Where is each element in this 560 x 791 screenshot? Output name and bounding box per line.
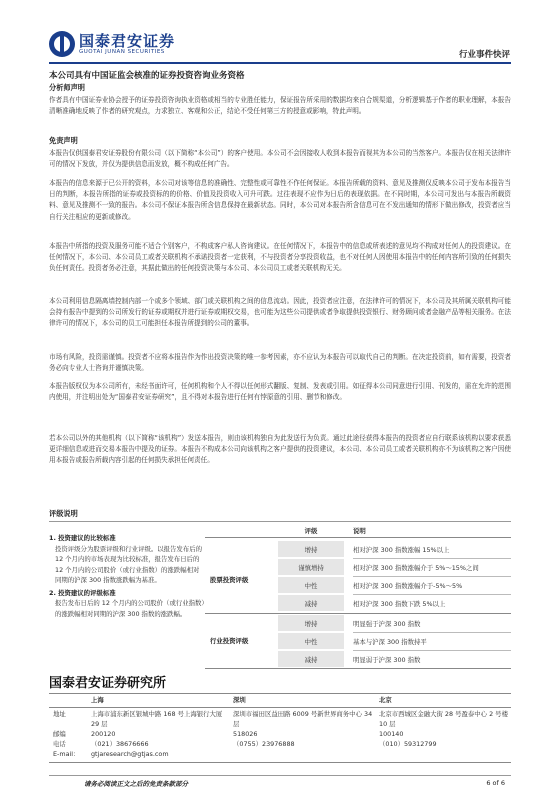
report-type: 行业事件快评 bbox=[458, 50, 510, 60]
category-heading: 2. 投资建议的评级标准 bbox=[49, 588, 116, 597]
city-shanghai: 上海 bbox=[91, 696, 104, 704]
industry-rating-desc: 明显强于沪深 300 指数 bbox=[353, 620, 421, 628]
phone-label: 电话 bbox=[53, 740, 66, 748]
footer-divider bbox=[49, 775, 511, 776]
disclaimer-paragraph: 本报告的信息来源于已公开的资料，本公司对该等信息的准确性、完整性或可靠性不作任何保证。本报告所载的资料、意见及推测仅反映本公司于发布本报告当日的判断，本报告所指的证券或投资标的的价格、价值及投资收入可升可跌。过往表现不应作为日后的表现依据。在不同时期，本公司可发出与本报告所载资料、意见及推测不一致的报告。本公司不保证本报告所含信息保持在最新状态。同时，本公司对本报告所含信息可在不发出通知的情形下做出修改，投资者应当自行关注相应的更新或修改。 bbox=[49, 179, 511, 221]
page-number: 6 of 6 bbox=[486, 779, 505, 787]
shanghai-address: 上海市浦东新区银城中路 168 号上海银行大厦 29 层 bbox=[91, 710, 223, 728]
disclaimer-paragraph: 市场有风险，投资需谨慎。投资者不应将本报告作为作出投资决策的唯一参考因素，亦不应认为本报告可以取代自己的判断。在决定投资前，如有需要，投资者务必向专业人士咨询并谨慎决策。 bbox=[49, 353, 511, 373]
category-text: 报告发布日后的 12 个月内的公司股价（或行业指数）的涨跌幅相对同期的沪深 300 指数的涨跌幅。 bbox=[55, 599, 205, 618]
disclaimer-paragraph: 本报告中所指的投资及服务可能不适合个别客户，不构成客户私人咨询建议。在任何情况下，本报告中的信息或所表述的意见均不构成对任何人的投资建议。在任何情况下，本公司、本公司员工或者关联机构不承诺投资者一定获利，不与投资者分享投资收益，也不对任何人因使用本报告中的任何内容所引致的任何损失负任何责任。投资者务必注意，其据此做出的任何投资决策与本公司、本公司员工或者关联机构无关。 bbox=[49, 242, 511, 273]
shanghai-phone: （021）38676666 bbox=[91, 740, 149, 748]
city-beijing: 北京 bbox=[379, 696, 392, 704]
stock-rating: 减持 bbox=[304, 600, 318, 608]
shenzhen-phone: （0755）23976888 bbox=[233, 740, 295, 748]
address-label: 地址 bbox=[53, 710, 66, 718]
shenzhen-zip: 518026 bbox=[233, 730, 258, 738]
disclaimer-heading: 免责声明 bbox=[49, 136, 78, 145]
analyst-statement-text: 作者具有中国证券业协会授予的证券投资咨询执业资格或相当的专业胜任能力，保证报告所采用的数据均来自合规渠道，分析逻辑基于作者的职业理解，本报告清晰准确地反映了作者的研究观点，力求独立、客观和公正，结论不受任何第三方的授意或影响，特此声明。 bbox=[49, 96, 511, 116]
disclaimer-paragraph: 本公司利用信息隔离墙控制内部一个或多个领域、部门或关联机构之间的信息流动。因此，投资者应注意，在法律许可的情况下，本公司及其所属关联机构可能会持有报告中提到的公司所发行的证券或期权并进行证券或期权交易，也可能为这些公司提供或者争取提供投资银行、财务顾问或者金融产品等相关服务。在法律许可的情况下，本公司的员工可能担任本报告所提到的公司的董事。 bbox=[49, 297, 511, 328]
industry-rating-category: 行业投资评级 bbox=[210, 637, 249, 645]
header-divider bbox=[49, 62, 511, 64]
zip-label: 邮编 bbox=[53, 730, 66, 738]
stock-rating-desc: 相对沪深 300 指数涨幅介于 5%～15%之间 bbox=[353, 564, 479, 572]
company-name-en: GUOTAI JUNAN SECURITIES bbox=[79, 49, 165, 55]
industry-rating-desc: 基本与沪深 300 指数持平 bbox=[353, 638, 427, 646]
beijing-phone: （010）59312799 bbox=[379, 740, 437, 748]
rating-divider bbox=[49, 521, 511, 522]
beijing-address: 北京市西城区金融大街 28 号盈泰中心 2 号楼 10 层 bbox=[379, 710, 508, 728]
stock-rating: 增持 bbox=[304, 546, 318, 554]
shenzhen-address: 深圳市福田区益田路 6009 号新世界商务中心 34 层 bbox=[233, 710, 373, 728]
stock-rating: 中性 bbox=[304, 582, 318, 590]
institute-name: 国泰君安证券研究所 bbox=[49, 676, 167, 691]
analyst-statement-heading: 分析师声明 bbox=[49, 83, 85, 92]
stock-rating-desc: 相对沪深 300 指数下跌 5%以上 bbox=[353, 600, 446, 608]
industry-rating: 中性 bbox=[304, 638, 318, 646]
stock-rating: 谨慎增持 bbox=[298, 564, 324, 572]
stock-rating-desc: 相对沪深 300 指数涨幅 15%以上 bbox=[353, 546, 450, 554]
stock-rating-desc: 相对沪深 300 指数涨幅介于-5%～5% bbox=[353, 582, 463, 590]
city-shenzhen: 深圳 bbox=[233, 696, 246, 704]
email-label: E-mail： bbox=[53, 750, 80, 758]
email-address[interactable]: gtjaresearch@gtjas.com bbox=[91, 750, 169, 758]
page-title: 本公司具有中国证监会核准的证券投资咨询业务资格 bbox=[49, 71, 245, 81]
footer-note: 请务必阅读正文之后的免责条款部分 bbox=[84, 780, 188, 788]
stock-rating-category: 股票投资评级 bbox=[210, 576, 249, 584]
page-header bbox=[0, 0, 560, 66]
desc-col-header: 说明 bbox=[353, 527, 366, 535]
beijing-zip: 100140 bbox=[379, 730, 404, 738]
disclaimer-paragraph: 本报告版权仅为本公司所有，未经书面许可，任何机构和个人不得以任何形式翻版、复制、发表或引用。如征得本公司同意进行引用、刊发的，需在允许的范围内使用，并注明出处为“国泰君安证券研究”，且不得对本报告进行任何有悖原意的引用、删节和修改。 bbox=[49, 382, 511, 402]
industry-rating: 增持 bbox=[304, 620, 318, 628]
criteria-heading: 1. 投资建议的比较标准 bbox=[49, 534, 116, 542]
disclaimer-paragraph: 若本公司以外的其他机构（以下简称“该机构”）发送本报告，则由该机构独自为此发送行为负责。通过此途径获得本报告的投资者应自行联系该机构以要求获悉更详细信息或进而交易本报告中提及的证券。本报告不构成本公司向该机构之客户提供的投资建议，本公司、本公司员工或者关联机构亦不为该机构之客户因使用本报告或报告所载内容引起的任何损失承担任何责任。 bbox=[49, 434, 511, 465]
rating-col-header: 评级 bbox=[304, 527, 318, 535]
rating-section-label: 评级说明 bbox=[49, 509, 78, 518]
industry-rating-desc: 明显弱于沪深 300 指数 bbox=[353, 656, 421, 664]
company-name-cn: 国泰君安证券 bbox=[79, 32, 176, 50]
criteria-text: 投资评级分为股票评级和行业评级。以报告发布后的 12 个月内的市场表现为比较标准，报告发布日后的 12 个月内的公司股价（或行业指数）的涨跌幅相对同期的沪深 300 指数涨跌幅为基准。 bbox=[55, 544, 202, 584]
shanghai-zip: 200120 bbox=[91, 730, 116, 738]
disclaimer-paragraph: 本报告仅供国泰君安证券股份有限公司（以下简称“本公司”）的客户使用。本公司不会因接收人收到本报告而视其为本公司的当然客户。本报告仅在相关法律许可的情况下发放，并仅为提供信息而发放，概不构成任何广告。 bbox=[49, 149, 511, 169]
company-logo-icon bbox=[49, 31, 75, 57]
industry-rating: 减持 bbox=[304, 656, 318, 664]
